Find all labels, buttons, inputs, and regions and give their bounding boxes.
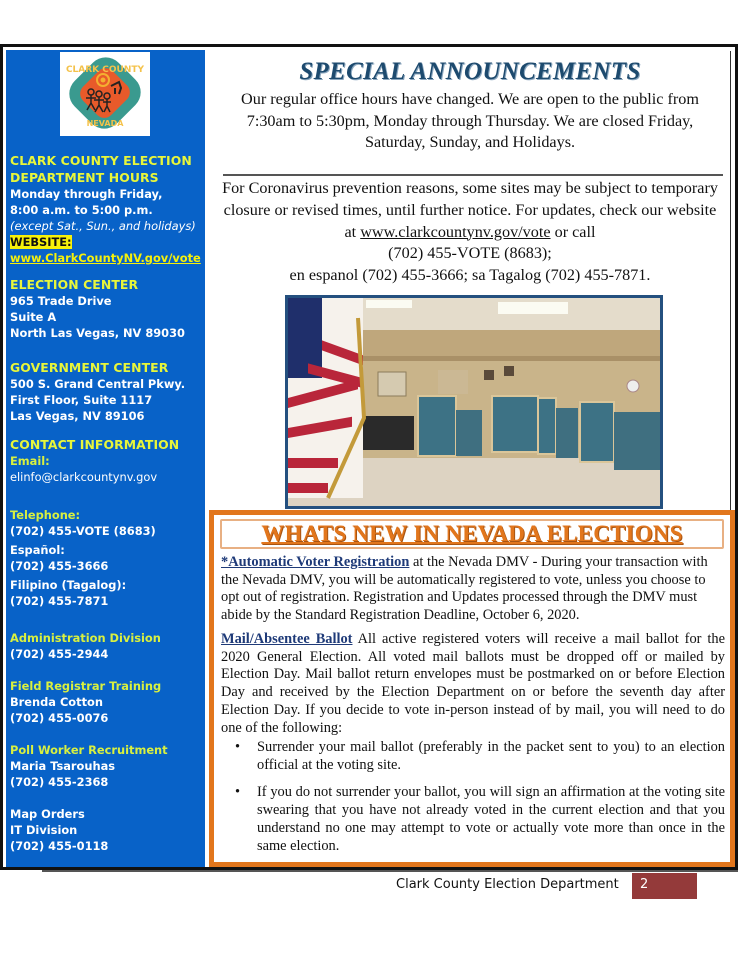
bullet-icon: •: [235, 784, 241, 801]
hours-heading-line1: CLARK COUNTY ELECTION: [10, 153, 192, 168]
map-orders-dept: IT Division: [10, 823, 78, 837]
website-label: WEBSITE:: [10, 235, 72, 249]
website-link[interactable]: www.clarkcountynv.gov/vote: [360, 222, 551, 241]
email-address[interactable]: elinfo@clarkcountynv.gov: [10, 470, 158, 484]
field-registrar-phone: (702) 455-0076: [10, 711, 109, 725]
poll-worker-section: [10, 742, 205, 790]
election-center-line: North Las Vegas, NV 89030: [10, 326, 185, 340]
covid-line: For Coronavirus prevention reasons, some sites may be subject to temporary: [222, 179, 718, 197]
american-flag-icon: [288, 298, 364, 498]
mail-ballot-lead: Mail/Absentee Ballot: [221, 631, 353, 647]
covid-line: en espanol (702) 455-3666; sa Tagalog (702) 455-7871.: [289, 266, 651, 285]
administration-phone: (702) 455-2944: [10, 647, 109, 661]
bullet-icon: •: [235, 739, 241, 755]
website-link[interactable]: www.ClarkCountyNV.gov/vote: [10, 251, 201, 265]
footer-rule: [42, 870, 738, 872]
espanol-number: (702) 455-3666: [10, 559, 109, 573]
covid-line: (702) 455-VOTE (8683);: [388, 244, 552, 263]
notice-line: Saturday, Sunday, and Holidays.: [364, 133, 576, 151]
field-registrar-section: [10, 678, 205, 726]
vote-in-person-options: [221, 739, 725, 865]
government-center-heading: GOVERNMENT CENTER: [10, 360, 169, 375]
covid-notice: [207, 178, 733, 287]
avr-paragraph: [221, 554, 725, 625]
list-item-text: If you do not surrender your ballot, you will sign an affirmation at the voting site swearing that you have not already voted in the current election and that you understand no one may attempt to vote or actually vote more than once in the same election.: [257, 784, 725, 854]
government-center-line: First Floor, Suite 1117: [10, 393, 153, 407]
list-item: [221, 784, 725, 855]
election-center-line: 965 Trade Drive: [10, 294, 112, 308]
sidebar: [6, 50, 205, 867]
notice-line: Our regular office hours have changed. We are open to the public from: [241, 90, 699, 108]
telephone-label: Telephone:: [10, 508, 81, 522]
whats-new-title-box: [220, 519, 724, 549]
government-center-line: 500 S. Grand Central Pkwy.: [10, 377, 186, 391]
page-frame: [0, 44, 738, 870]
hours-times: 8:00 a.m. to 5:00 p.m.: [10, 203, 153, 217]
avr-lead: *Automatic Voter Registration: [221, 554, 410, 570]
divider: [223, 174, 723, 176]
election-center-section: [10, 276, 205, 341]
contact-section: [10, 436, 205, 485]
county-logo: [60, 52, 150, 136]
election-center-heading: ELECTION CENTER: [10, 277, 139, 292]
map-orders-heading: Map Orders: [10, 807, 85, 821]
election-center-line: Suite A: [10, 310, 57, 324]
government-center-section: [10, 359, 205, 424]
telephone-section: [10, 507, 205, 609]
filipino-number: (702) 455-7871: [10, 594, 109, 608]
administration-section: [10, 630, 205, 662]
covid-text: or call: [550, 222, 596, 241]
espanol-label: Español:: [10, 543, 65, 557]
covid-text: at: [344, 222, 361, 241]
filipino-label: Filipino (Tagalog):: [10, 578, 127, 592]
whats-new-title: WHATS NEW IN NEVADA ELECTIONS: [261, 521, 683, 546]
field-registrar-name: Brenda Cotton: [10, 695, 103, 709]
hours-exceptions: (except Sat., Sun., and holidays): [10, 219, 196, 233]
main-content: [205, 50, 735, 867]
contact-heading: CONTACT INFORMATION: [10, 437, 180, 452]
page-number-badge: 2: [632, 873, 697, 899]
poll-worker-name: Maria Tsarouhas: [10, 759, 116, 773]
office-hours-notice: [209, 89, 731, 154]
list-item-text: Surrender your mail ballot (preferably in the packet sent to you) to an election official at the voting site.: [257, 739, 725, 773]
clark-county-seal-icon: [61, 52, 149, 136]
whats-new-box: [209, 510, 735, 867]
office-counter-photo-icon: [288, 298, 660, 506]
hours-section: [10, 152, 205, 266]
hours-heading-line2: DEPARTMENT HOURS: [10, 170, 159, 185]
administration-heading: Administration Division: [10, 631, 161, 645]
telephone-number: (702) 455-VOTE (8683): [10, 524, 156, 538]
email-label: Email:: [10, 454, 50, 468]
logo-bottom-text: NEVADA: [86, 119, 124, 128]
list-item: [221, 739, 725, 774]
footer-department: Clark County Election Department: [396, 877, 619, 892]
office-photo: [285, 295, 663, 509]
covid-line: closure or revised times, until further notice. For updates, check our website: [223, 200, 717, 219]
mail-ballot-paragraph: [221, 631, 725, 737]
field-registrar-heading: Field Registrar Training: [10, 679, 162, 693]
avr-text: at the Nevada DMV - During your transaction with the Nevada DMV, you will be automatically registered to vote, unless you choose to opt out of registration. Registration and Updates processed through the DMV must abide by the Standard Registration Deadline, October 6, 2020.: [221, 554, 708, 624]
map-orders-phone: (702) 455-0118: [10, 839, 109, 853]
logo-top-text: CLARK COUNTY: [65, 65, 145, 75]
hours-days: Monday through Friday,: [10, 187, 163, 201]
notice-line: 7:30am to 5:30pm, Monday through Thursday. We are closed Friday,: [246, 111, 694, 130]
special-announcements-title: SPECIAL ANNOUNCEMENTS: [299, 58, 641, 85]
map-orders-section: [10, 806, 205, 854]
covid-line-link-row: [207, 222, 733, 244]
poll-worker-heading: Poll Worker Recruitment: [10, 743, 168, 757]
mail-ballot-text: All active registered voters will receive a mail ballot for the 2020 General Election. All voted mail ballots must be dropped off or mailed by Election Day. Mail ballot return envelopes must be postmarked on or before Election Day and received by the Election Department on or before the seventh day after Election Day. If you decide to vote in-person instead of by mail, you will need to do one of the following:: [221, 631, 725, 736]
government-center-line: Las Vegas, NV 89106: [10, 409, 145, 423]
poll-worker-phone: (702) 455-2368: [10, 775, 109, 789]
